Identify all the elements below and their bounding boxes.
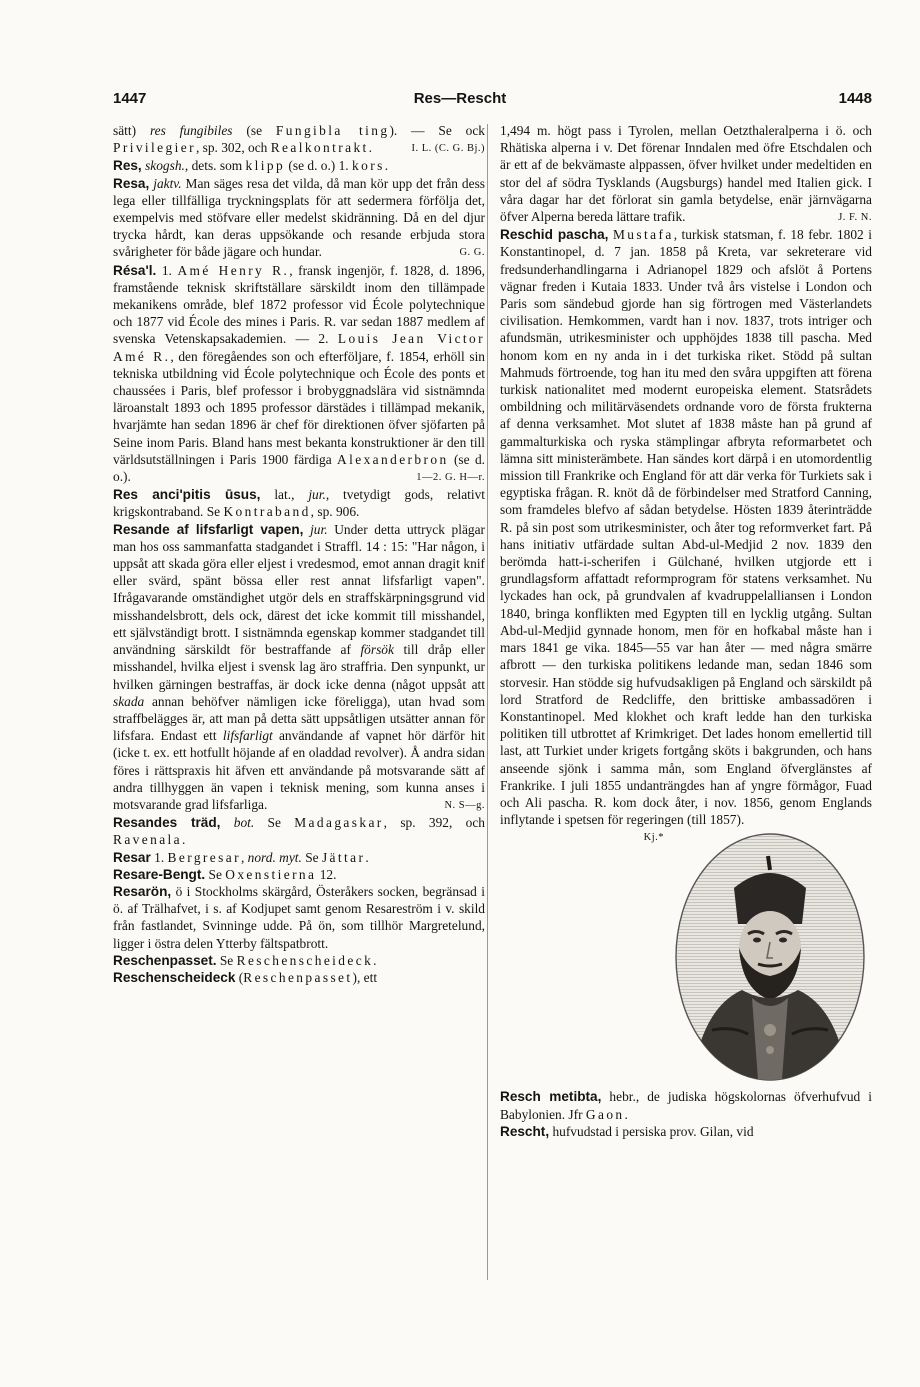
entry-reschenscheideck: Reschenscheideck (Reschenpasset), ett: [113, 969, 378, 985]
entry-resa: Resa, jaktv. Man säges resa det vilda, då man kör upp det från dess lega eller tillfälliga tryckningsplats för att sedermera förfölja det, exempelvis med stöfvare eller medelst skidränning. Då en del djur trycka hårdt, kan deras uppsökande och resande erbjuda stora svårigheter för både jägare och hundar. G. G.: [113, 175, 485, 262]
headword: Rescht,: [500, 1123, 550, 1139]
signature: I. L. (C. G. Bj.): [411, 143, 485, 155]
entry-resare-bengt: Resare-Bengt. Se Oxenstierna 12.: [113, 866, 337, 882]
headword: Reschenpasset.: [113, 952, 217, 968]
headword: Resandes träd,: [113, 815, 221, 831]
headword: Resar: [113, 849, 151, 865]
headword: Résa'l.: [113, 262, 157, 278]
headword: Resch metibta,: [500, 1089, 602, 1105]
signature: N. S—g.: [444, 799, 485, 811]
entry-resandes-trad: Resandes träd, bot. Se Madagaskar, sp. 392, och Ravenala.: [113, 815, 485, 848]
column-divider: [487, 124, 488, 1280]
entry-res: Res, skogsh., dets. som klipp (se d. o.) 1. kors.: [113, 158, 389, 174]
entry-resaron: Resarön, ö i Stockholms skärgård, Österåkers socken, begränsad i ö. af Trälhafvet, i s. af Kodjupet samt genom Resareström i v. skild från fastlandet, Svinninge udde. På ön, som tillhör Margretelund, ligger i östra delen Ytterby fältspatbrott.: [113, 883, 485, 951]
running-title: Res—Rescht: [413, 90, 507, 107]
signature: 1—2. G. H—r.: [416, 472, 485, 484]
signature: Kj.*: [643, 832, 664, 844]
page-number-left: 1447: [113, 90, 147, 107]
left-column: [113, 122, 485, 986]
headword: Resare-Bengt.: [113, 866, 206, 882]
entry-res-ancipitis: Res anci'pitis ūsus, lat., jur., tvetydigt gods, relativt krigskontraband. Se Kontraband, sp. 906.: [113, 487, 485, 520]
entry-resar: Resar 1. Bergresar, nord. myt. Se Jättar.: [113, 849, 369, 865]
entry-resch-metibta: Resch metibta, hebr., de judiska högskolornas öfverhufvud i Babylonien. Jfr Gaon.: [500, 1089, 872, 1122]
signature: J. F. N.: [838, 212, 872, 224]
page-number-right: 1448: [838, 90, 872, 107]
entry-continuation-right: 1,494 m. högt pass i Tyrolen, mellan Oetzthaleralperna i ö. och Rhätiska alperna i v. Det förenar Inndalen med öfre Etschdalen och är ett af de bekvämaste alppassen, öfver hvilket under medeltiden en stor del af södra Tysklands (Augsburgs) handel med Italien gick. I våra dagar har det förlorat sin gamla betydelse, enär järnvägarna öfver Alperna bereda lättare trafik. J. F. N.: [500, 122, 872, 226]
right-column: [500, 122, 872, 1140]
entry-continuation: sätt) res fungibiles (se Fungibla ting). — Se ock Privilegier, sp. 302, och Realkontrakt. I. L. (C. G. Bj.): [113, 122, 485, 157]
headword: Reschenscheideck: [113, 969, 236, 985]
headword: Resarön,: [113, 883, 172, 899]
headword: Res,: [113, 158, 142, 174]
signature: G. G.: [459, 247, 485, 259]
entry-resande-vapen: Resande af lifsfarligt vapen, jur. Under detta uttryck plägar man hos oss sammanfatta stadgandet i Straffl. 14 : 15: "Har någon, i uppsåt att skada göra eller eljest i vredesmod, emot annan dragit knif eller svärd, spänt bössa eller rest annat lifsfarligt vapen". Ifrågavarande omständighet utgör dels en straffskärpningsgrund vid misshandelsbrott, dels ock, därest det icke kommit till misshandel, ett självständigt brott. I sistnämnda egenskap kommer stadgandet till användning särskildt för bestraffande af försök till dråp eller misshandel, hvilka eljest i svensk lag äro straffria. Den synpunkt, ur hvilken gärningen bestraffas, är dock icke denna (något uppsåt att skada annan behöfver nämligen icke föreligga), utan hvad som straffbelägges är, att man på detta sätt uppsåtligen utsätter annan för lifsfara. Endast ett lifsfarligt användande af vapnet hör därför hit (icke t. ex. ett hotfullt höjande af en oladdad revolver). Å andra sidan föres i rättspraxis hit äfven ett användande på motsvarande sätt af andra tillhyggen än vapen i teknisk mening, som kunna anses i motsvarande grad lifsfarliga. N. S—g.: [113, 521, 485, 814]
headword: Resande af lifsfarligt vapen,: [113, 521, 304, 537]
portrait-engraving-icon: [672, 830, 872, 1084]
headword: Res anci'pitis ūsus,: [113, 487, 261, 503]
headword: Reschid pascha,: [500, 227, 609, 243]
entry-reschid-pascha: Reschid pascha, Mustafa, turkisk statsman, f. 18 febr. 1802 i Konstantinopel, d. 7 jan. 1858 på Kreta, var sekreterare vid fredsunderhandlingarna i Adrianopel 1829 och afslöt å Portens vägnar freden i Kutaia 1833. Under två års vistelse i London och Paris som sändebud gjorde han sig förtrogen med Västerlandets civilisation. Hemkommen, vardt han i nov. 1837, trots intriger och afundsmän, utrikesminister och upphöjdes 1838 till pascha. Med honom kom en ny anda in i det turkiska riket. Stödd på sultan Mahmuds förtroende, tog han itu med den svåra uppgiften att förena turkisk nationalitet med modernt europeiska element. Statsrådets ombildning och militärväsendets ordnande voro de första frukterna af denna verksamhet. Mot slutet af 1838 måste han på grund af gammalturkiska och ryska stämplingar afbryta reformarbetet och lämna sitt ministerämbete. Han sändes kort därpå i en utomordentlig mission till Frankrike och England för att där verka för Turkiets sak i egyptiska frågan. R. knöt då de förbindelser med Stratford Canning, som framdeles blefvo af sådan betydelse. Hösten 1839 återinträdde R. på sin post som utrikesminister, och åter tog reformverket fart. På hans initiativ utfärdade sultan Abd-ul-Medjid 2 nov. 1839 den berömda hatt-i-scherifen i Gülchané, hvilken utgjorde ett i grundlagsform affattadt reformprogram för statens verksamhet. Nu lyckades han ock, på grundvalen af kvadruppelalliansen i London 1840, bringa konflikten med Egypten till en lycklig utgång. Sultan Abd-ul-Medjid gynnade honom, men för en hofkabal måste han i mars 1841 ge vika. 1845—55 var han åter — med några smärre afbrott — den turkiska politikens ledande man, sedan 1846 som storvesir. Han stödde sig hufvudsakligen på England och särskildt på lord Stratford de Redcliffe, den brittiske ambassadören i Konstantinopel. Med klokhet och kraft ledde han den turkiska politiken till utbrottet af Krimkriget. Det lades honom emellertid till last, att Turkiet under krigets fortgång sköts i bakgrunden, och hans anseende sjönk i samma mån, som England öfverglänstes af Frankrike. I juli 1855 undanträngdes han af yngre förmågor, Fuad och Ali pascha. R. kom dock åter, i nov. 1856, genom Englands inflytande i spetsen för regeringen (till 1857). Kj.*: [500, 226, 872, 1088]
entry-resal: Résa'l. 1. Amé Henry R., fransk ingenjör, f. 1828, d. 1896, framstående teknisk skriftställare särskildt inom den tillämpade mekanikens område, blef 1872 professor vid École polytechnique och 1877 vid École des mines i Paris. R. var sedan 1887 medlem af svenska Vetenskapsakademien. — 2. Louis Jean Victor Amé R., den föregåendes son och efterföljare, f. 1854, erhöll sin tekniska utbildning vid École polytechnique och École des ponts et chaussées i Paris, blef professor i brobyggnadslära vid sistnämnda läroanstalt 1893 och 1895 professor därstädes i tillämpad mekanik, hvarjämte han sedan 1896 är chef för direktionen öfver sjöfarten på Seine inom Paris. Bland hans mest bekanta konstruktioner är den till världsutställningen i Paris 1900 färdiga Alexanderbron (se d. o.). 1—2. G. H—r.: [113, 262, 485, 487]
headword: Resa,: [113, 175, 150, 191]
running-header: [0, 90, 920, 112]
entry-reschenpasset: Reschenpasset. Se Reschenscheideck.: [113, 952, 377, 968]
entry-rescht: Rescht, hufvudstad i persiska prov. Gilan, vid: [500, 1123, 754, 1139]
